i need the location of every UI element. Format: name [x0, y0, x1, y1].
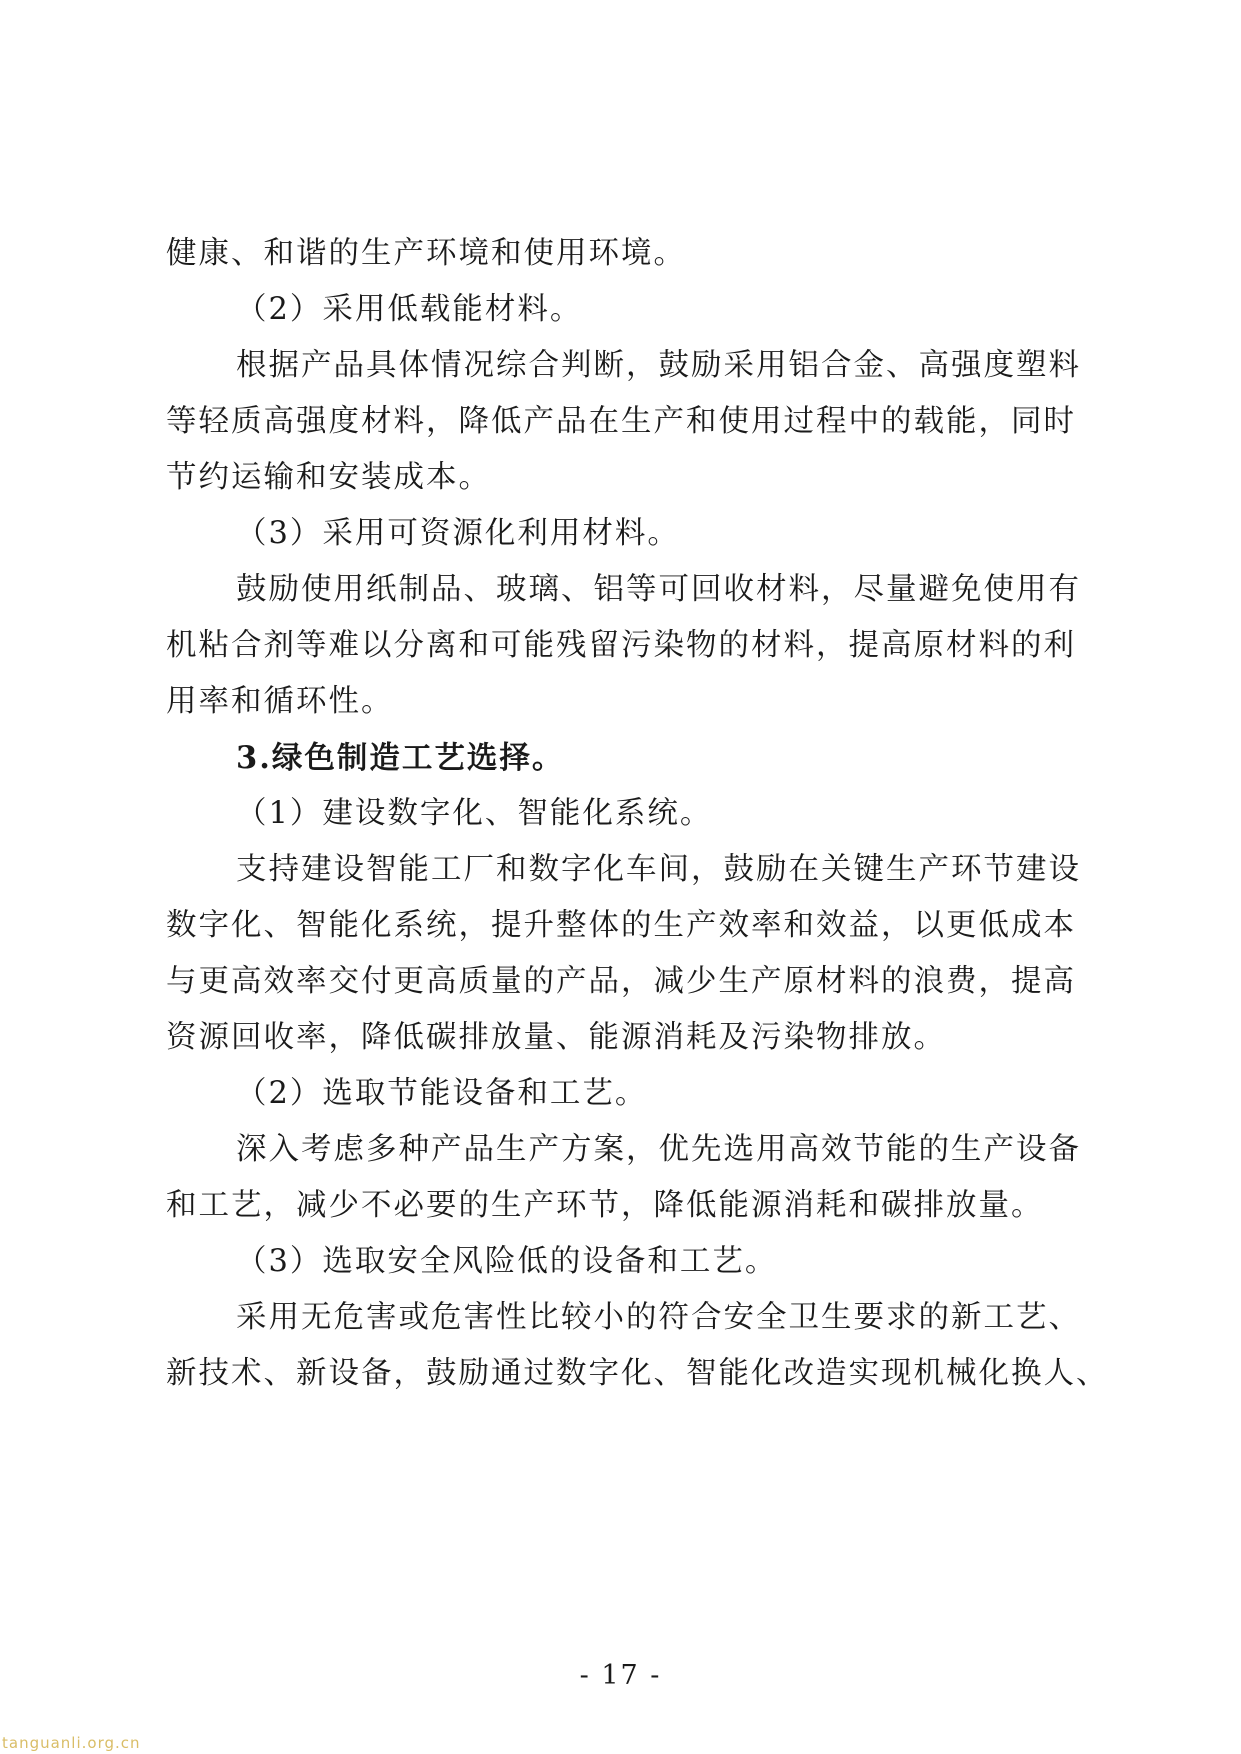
paragraph-line: 根据产品具体情况综合判断，鼓励采用铝合金、高强度塑料 [236, 348, 1081, 383]
paragraph-line: 机粘合剂等难以分离和可能残留污染物的材料，提高原材料的利 [166, 628, 1076, 663]
paragraph-line: 节约运输和安装成本。 [166, 460, 491, 495]
subsection-heading: （3）采用可资源化利用材料。 [236, 516, 680, 551]
paragraph-line: 鼓励使用纸制品、玻璃、铝等可回收材料，尽量避免使用有 [236, 572, 1081, 607]
paragraph-line: 采用无危害或危害性比较小的符合安全卫生要求的新工艺、 [236, 1300, 1081, 1335]
paragraph-line: 与更高效率交付更高质量的产品，减少生产原材料的浪费，提高 [166, 964, 1076, 999]
subsection-heading: （1）建设数字化、智能化系统。 [236, 796, 713, 831]
paragraph-line: 新技术、新设备，鼓励通过数字化、智能化改造实现机械化换人、 [166, 1356, 1109, 1391]
paragraph-line: 资源回收率，降低碳排放量、能源消耗及污染物排放。 [166, 1020, 946, 1055]
paragraph-line: 用率和循环性。 [166, 684, 394, 719]
section-heading: 3.绿色制造工艺选择。 [236, 740, 565, 776]
paragraph-line: 支持建设智能工厂和数字化车间，鼓励在关键生产环节建设 [236, 852, 1081, 887]
page-number: - 17 - [579, 1660, 662, 1691]
paragraph-line: 数字化、智能化系统，提升整体的生产效率和效益，以更低成本 [166, 908, 1076, 943]
subsection-heading: （2）选取节能设备和工艺。 [236, 1076, 648, 1111]
subsection-heading: （2）采用低载能材料。 [236, 292, 583, 327]
paragraph-line: 等轻质高强度材料，降低产品在生产和使用过程中的载能，同时 [166, 404, 1076, 439]
subsection-heading: （3）选取安全风险低的设备和工艺。 [236, 1244, 778, 1279]
paragraph-line: 健康、和谐的生产环境和使用环境。 [166, 236, 686, 271]
paragraph-line: 深入考虑多种产品生产方案，优先选用高效节能的生产设备 [236, 1132, 1081, 1167]
paragraph-line: 和工艺，减少不必要的生产环节，降低能源消耗和碳排放量。 [166, 1188, 1044, 1223]
watermark: tanguanli.org.cn [2, 1734, 141, 1752]
